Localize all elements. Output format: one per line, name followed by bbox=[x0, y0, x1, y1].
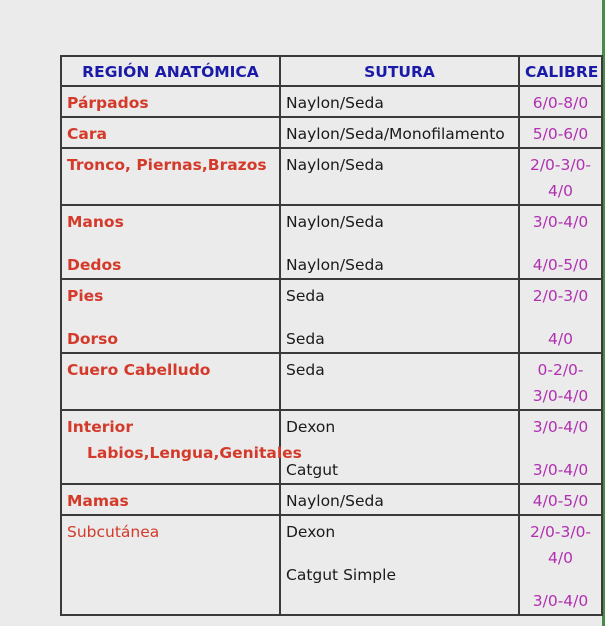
header-region: REGIÓN ANATÓMICA bbox=[61, 56, 280, 86]
region-label: Subcutánea bbox=[67, 523, 160, 541]
calibre-value: 5/0-6/0 bbox=[532, 125, 589, 143]
sutura-label: Naylon/Seda bbox=[286, 256, 384, 274]
sutura-label: Naylon/Seda/Monofilamento bbox=[286, 125, 505, 143]
calibre-value: 2/0-3/0- bbox=[529, 523, 592, 541]
calibre-cell bbox=[519, 148, 602, 205]
calibre-value: 4/0 bbox=[548, 330, 573, 348]
sutura-cell bbox=[280, 86, 519, 117]
calibre-cell bbox=[519, 279, 602, 353]
sutura-cell bbox=[280, 205, 519, 279]
calibre-value: 4/0-5/0 bbox=[532, 492, 589, 510]
sutura-label: Dexon bbox=[286, 523, 336, 541]
sutura-cell bbox=[280, 515, 519, 615]
sutura-cell bbox=[280, 279, 519, 353]
calibre-value: 6/0-8/0 bbox=[532, 94, 589, 112]
region-cell bbox=[61, 117, 280, 148]
region-label: Tronco, Piernas,Brazos bbox=[67, 156, 267, 174]
region-cell bbox=[61, 86, 280, 117]
table-row bbox=[61, 86, 602, 117]
region-label: Dorso bbox=[67, 330, 119, 348]
region-label: Mamas bbox=[67, 492, 129, 510]
region-cell bbox=[61, 205, 280, 279]
table-row bbox=[61, 279, 602, 353]
calibre-value: 4/0-5/0 bbox=[532, 256, 589, 274]
region-cell bbox=[61, 279, 280, 353]
table-row bbox=[61, 353, 602, 410]
calibre-cell bbox=[519, 484, 602, 515]
region-label: Dedos bbox=[67, 256, 122, 274]
region-cell bbox=[61, 353, 280, 410]
sutura-label: Catgut Simple bbox=[286, 566, 396, 584]
calibre-value: 0-2/0- bbox=[537, 361, 584, 379]
suture-table bbox=[60, 55, 603, 616]
table-row bbox=[61, 148, 602, 205]
region-cell bbox=[61, 410, 302, 484]
sutura-cell bbox=[280, 148, 519, 205]
sutura-label: Dexon bbox=[286, 418, 336, 436]
sutura-label: Catgut bbox=[286, 461, 339, 479]
sutura-cell bbox=[280, 117, 519, 148]
region-cell bbox=[61, 484, 280, 515]
sutura-cell bbox=[280, 484, 519, 515]
region-label: Párpados bbox=[67, 94, 149, 112]
header-sutura: SUTURA bbox=[280, 56, 519, 86]
sutura-label: Naylon/Seda bbox=[286, 94, 384, 112]
region-label: Cara bbox=[67, 125, 107, 143]
header-calibre: CALIBRE bbox=[519, 56, 602, 86]
sutura-label: Naylon/Seda bbox=[286, 213, 384, 231]
calibre-cell bbox=[519, 117, 602, 148]
header-row bbox=[61, 56, 602, 86]
calibre-value: 3/0-4/0 bbox=[532, 592, 589, 610]
calibre-cell bbox=[519, 205, 602, 279]
sutura-label: Seda bbox=[286, 330, 325, 348]
sutura-cell bbox=[280, 353, 519, 410]
table-row bbox=[61, 515, 602, 615]
region-label: Pies bbox=[67, 287, 104, 305]
sutura-label: Seda bbox=[286, 361, 325, 379]
sutura-cell bbox=[280, 410, 519, 484]
region-label: Interior bbox=[67, 418, 133, 436]
calibre-value: 2/0-3/0- bbox=[529, 156, 592, 174]
region-label: Labios,Lengua,Genitales bbox=[87, 444, 302, 462]
calibre-cell bbox=[519, 86, 602, 117]
region-cell bbox=[61, 515, 280, 615]
calibre-value: 3/0-4/0 bbox=[532, 387, 589, 405]
calibre-value: 3/0-4/0 bbox=[532, 213, 589, 231]
calibre-value: 3/0-4/0 bbox=[532, 461, 589, 479]
calibre-value: 3/0-4/0 bbox=[532, 418, 589, 436]
calibre-cell bbox=[519, 515, 602, 615]
calibre-value: 4/0 bbox=[548, 549, 573, 567]
region-cell bbox=[61, 148, 280, 205]
table-row bbox=[61, 205, 602, 279]
calibre-value: 4/0 bbox=[548, 182, 573, 200]
sutura-label: Naylon/Seda bbox=[286, 156, 384, 174]
table-row bbox=[61, 484, 602, 515]
sutura-label: Naylon/Seda bbox=[286, 492, 384, 510]
table-row bbox=[61, 117, 602, 148]
region-label: Cuero Cabelludo bbox=[67, 361, 211, 379]
table-row bbox=[61, 410, 602, 484]
calibre-value: 2/0-3/0 bbox=[532, 287, 589, 305]
calibre-cell bbox=[519, 353, 602, 410]
sutura-label: Seda bbox=[286, 287, 325, 305]
region-label: Manos bbox=[67, 213, 124, 231]
calibre-cell bbox=[519, 410, 602, 484]
